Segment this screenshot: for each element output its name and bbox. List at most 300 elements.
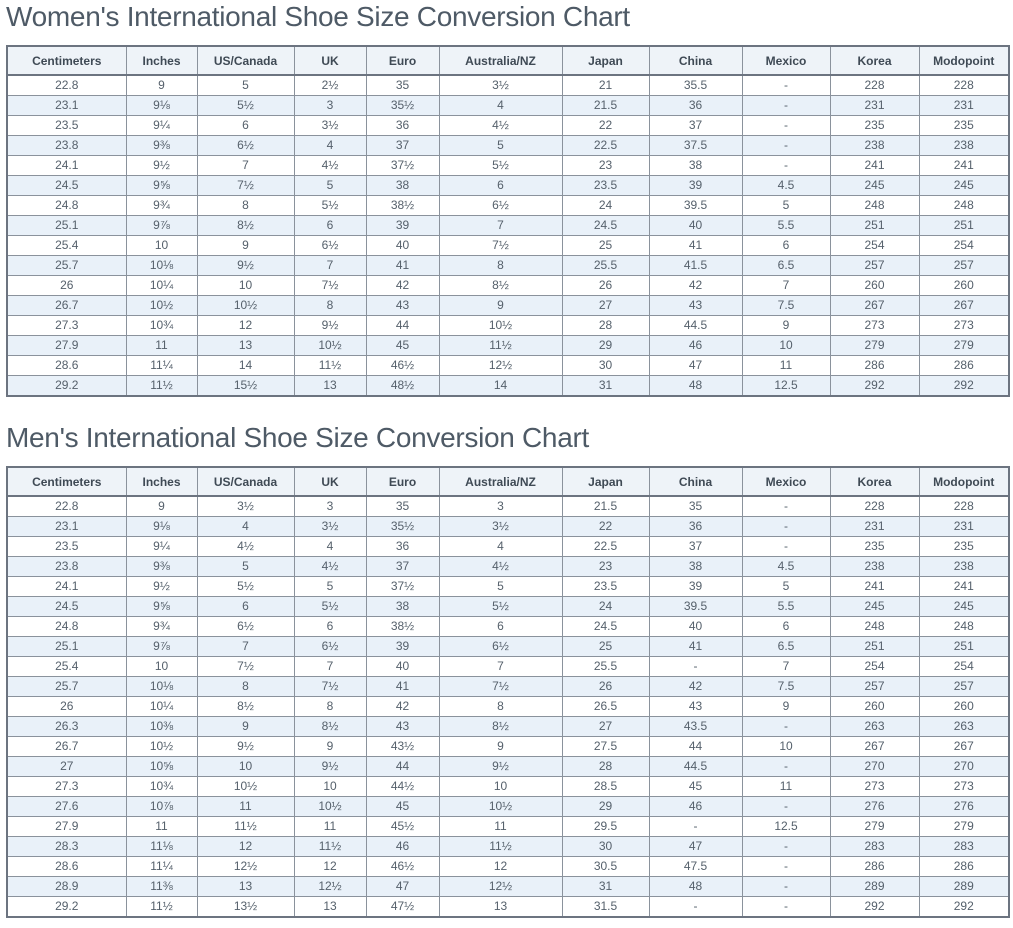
table-cell: 27.3	[7, 777, 126, 797]
table-cell: 11½	[126, 897, 197, 918]
table-row	[7, 75, 1009, 96]
table-cell: 48	[649, 877, 742, 897]
table-cell: 10½	[197, 296, 294, 316]
table-cell: 24	[562, 597, 649, 617]
table-cell: 11½	[294, 837, 366, 857]
table-cell: 235	[919, 537, 1009, 557]
table-cell: -	[742, 116, 830, 136]
table-cell: 5	[742, 577, 830, 597]
table-cell: 44	[366, 316, 439, 336]
table-cell: 45	[366, 797, 439, 817]
table-cell: 245	[919, 176, 1009, 196]
table-cell: 37	[649, 116, 742, 136]
table-cell: 4.5	[742, 176, 830, 196]
table-cell: 6	[197, 116, 294, 136]
table-cell: 28.9	[7, 877, 126, 897]
column-header: Inches	[126, 46, 197, 75]
table-cell: 251	[830, 216, 919, 236]
table-cell: 11	[294, 817, 366, 837]
table-cell: 257	[830, 677, 919, 697]
table-cell: 6	[294, 617, 366, 637]
table-cell: 24.8	[7, 617, 126, 637]
table-cell: 26.7	[7, 296, 126, 316]
table-cell: 12½	[439, 877, 562, 897]
table-row	[7, 837, 1009, 857]
table-cell: 48	[649, 376, 742, 397]
table-cell: 22	[562, 116, 649, 136]
table-cell: 3	[439, 496, 562, 517]
table-cell: 26.5	[562, 697, 649, 717]
table-cell: 42	[649, 677, 742, 697]
table-cell: 286	[830, 857, 919, 877]
table-cell: 5½	[439, 597, 562, 617]
table-cell: 24.1	[7, 156, 126, 176]
table-cell: 7½	[197, 176, 294, 196]
table-cell: 11½	[294, 356, 366, 376]
table-cell: 241	[919, 577, 1009, 597]
table-cell: 30.5	[562, 857, 649, 877]
table-cell: 279	[919, 817, 1009, 837]
table-row	[7, 296, 1009, 316]
table-cell: 45	[366, 336, 439, 356]
table-cell: 241	[830, 156, 919, 176]
table-cell: 10	[126, 657, 197, 677]
table-cell: 10	[126, 236, 197, 256]
table-cell: 15½	[197, 376, 294, 397]
table-cell: 276	[830, 797, 919, 817]
table-cell: 44½	[366, 777, 439, 797]
table-cell: 10	[742, 737, 830, 757]
table-cell: 273	[919, 316, 1009, 336]
table-cell: 6.5	[742, 256, 830, 276]
table-cell: 10	[294, 777, 366, 797]
table-cell: -	[742, 877, 830, 897]
table-cell: 11½	[197, 817, 294, 837]
table-cell: 7½	[197, 657, 294, 677]
table-cell: 7	[197, 156, 294, 176]
table-cell: 35	[649, 496, 742, 517]
table-cell: 14	[197, 356, 294, 376]
table-cell: 46½	[366, 356, 439, 376]
table-row	[7, 777, 1009, 797]
table-cell: 13½	[197, 897, 294, 918]
table-cell: 273	[919, 777, 1009, 797]
table-cell: 47.5	[649, 857, 742, 877]
table-cell: 8	[294, 697, 366, 717]
table-cell: 6½	[294, 637, 366, 657]
table-cell: 30	[562, 837, 649, 857]
column-header: China	[649, 46, 742, 75]
table-cell: 25.5	[562, 256, 649, 276]
table-cell: 29.5	[562, 817, 649, 837]
table-cell: 43	[649, 296, 742, 316]
table-cell: 4	[439, 537, 562, 557]
table-cell: 7½	[439, 236, 562, 256]
table-cell: 24.5	[7, 597, 126, 617]
table-cell: 5	[294, 577, 366, 597]
column-header: Centimeters	[7, 467, 126, 496]
table-row	[7, 116, 1009, 136]
table-cell: 10½	[126, 737, 197, 757]
column-header: Modopoint	[919, 46, 1009, 75]
table-cell: 289	[919, 877, 1009, 897]
table-cell: 35½	[366, 517, 439, 537]
table-row	[7, 156, 1009, 176]
table-cell: 10½	[439, 797, 562, 817]
table-row	[7, 376, 1009, 397]
column-header: Mexico	[742, 467, 830, 496]
table-cell: 267	[830, 296, 919, 316]
table-cell: 44.5	[649, 757, 742, 777]
table-cell: 6½	[439, 196, 562, 216]
table-cell: 35.5	[649, 75, 742, 96]
table-cell: 228	[919, 496, 1009, 517]
table-cell: 10½	[294, 336, 366, 356]
table-cell: 238	[919, 136, 1009, 156]
table-cell: 5½	[294, 196, 366, 216]
table-cell: 41	[366, 677, 439, 697]
table-cell: 9⅞	[126, 216, 197, 236]
table-cell: 5½	[197, 577, 294, 597]
table-cell: 267	[919, 296, 1009, 316]
table-cell: 37½	[366, 156, 439, 176]
table-cell: 10	[197, 276, 294, 296]
table-cell: 11	[126, 336, 197, 356]
table-cell: 4½	[294, 156, 366, 176]
table-cell: 263	[830, 717, 919, 737]
table-cell: 22.5	[562, 537, 649, 557]
table-cell: 14	[439, 376, 562, 397]
table-cell: 28.5	[562, 777, 649, 797]
table-cell: 4	[294, 537, 366, 557]
table-row	[7, 196, 1009, 216]
table-cell: 248	[830, 196, 919, 216]
table-cell: 37	[649, 537, 742, 557]
table-cell: 10⅜	[126, 717, 197, 737]
table-cell: 231	[830, 517, 919, 537]
women-header-row	[7, 46, 1009, 75]
table-cell: 11⅛	[126, 837, 197, 857]
men-header-row	[7, 467, 1009, 496]
table-cell: 25.5	[562, 657, 649, 677]
table-row	[7, 617, 1009, 637]
table-cell: 9⅛	[126, 517, 197, 537]
table-cell: 6	[439, 617, 562, 637]
table-cell: 228	[830, 496, 919, 517]
table-cell: -	[742, 96, 830, 116]
women-size-table	[6, 45, 1010, 397]
table-cell: 35	[366, 496, 439, 517]
table-cell: 27.5	[562, 737, 649, 757]
table-cell: 37½	[366, 577, 439, 597]
table-cell: 42	[366, 697, 439, 717]
table-cell: 238	[830, 557, 919, 577]
table-cell: 9¼	[126, 116, 197, 136]
table-cell: 286	[919, 356, 1009, 376]
table-cell: 12½	[294, 877, 366, 897]
table-cell: 9	[439, 737, 562, 757]
table-cell: 41.5	[649, 256, 742, 276]
table-cell: 25.1	[7, 216, 126, 236]
table-cell: 235	[830, 116, 919, 136]
table-cell: 7.5	[742, 677, 830, 697]
table-cell: 8½	[439, 276, 562, 296]
table-cell: 36	[649, 96, 742, 116]
table-cell: 39	[366, 637, 439, 657]
table-cell: -	[649, 817, 742, 837]
table-cell: 44.5	[649, 316, 742, 336]
table-cell: 4½	[197, 537, 294, 557]
table-cell: 10½	[197, 777, 294, 797]
table-cell: 5	[197, 75, 294, 96]
table-cell: -	[742, 136, 830, 156]
table-cell: 10	[439, 777, 562, 797]
table-row	[7, 897, 1009, 918]
table-row	[7, 817, 1009, 837]
table-cell: 30	[562, 356, 649, 376]
table-cell: 254	[830, 236, 919, 256]
table-cell: 23.5	[562, 176, 649, 196]
table-cell: 286	[919, 857, 1009, 877]
table-cell: 10⅝	[126, 757, 197, 777]
table-row	[7, 276, 1009, 296]
table-cell: 26	[562, 677, 649, 697]
table-cell: 13	[439, 897, 562, 918]
column-header: UK	[294, 467, 366, 496]
table-cell: 23.1	[7, 517, 126, 537]
table-cell: 29.2	[7, 897, 126, 918]
table-cell: 7	[294, 657, 366, 677]
table-cell: 273	[830, 316, 919, 336]
table-cell: 38½	[366, 617, 439, 637]
table-cell: 260	[830, 697, 919, 717]
table-cell: 9⅝	[126, 597, 197, 617]
table-cell: 9	[439, 296, 562, 316]
table-cell: 27.3	[7, 316, 126, 336]
table-cell: 9½	[197, 737, 294, 757]
table-cell: 25.4	[7, 236, 126, 256]
table-cell: 23.8	[7, 136, 126, 156]
table-cell: -	[742, 537, 830, 557]
table-cell: 235	[919, 116, 1009, 136]
table-cell: 6½	[197, 136, 294, 156]
table-row	[7, 216, 1009, 236]
table-cell: 286	[830, 356, 919, 376]
table-cell: 21.5	[562, 496, 649, 517]
table-cell: 245	[919, 597, 1009, 617]
table-cell: 8½	[197, 216, 294, 236]
table-cell: 37.5	[649, 136, 742, 156]
table-row	[7, 256, 1009, 276]
table-cell: 254	[830, 657, 919, 677]
table-cell: 21	[562, 75, 649, 96]
women-chart-title: Women's International Shoe Size Conversion Chart	[6, 1, 630, 32]
table-cell: 23.8	[7, 557, 126, 577]
table-cell: 6	[742, 236, 830, 256]
column-header: Australia/NZ	[439, 46, 562, 75]
table-cell: 43	[366, 717, 439, 737]
table-cell: 6½	[439, 637, 562, 657]
table-cell: 241	[830, 577, 919, 597]
table-cell: 228	[830, 75, 919, 96]
table-cell: 7	[439, 216, 562, 236]
table-cell: 9	[126, 75, 197, 96]
table-cell: 31	[562, 877, 649, 897]
table-row	[7, 677, 1009, 697]
table-row	[7, 336, 1009, 356]
table-cell: 25.7	[7, 677, 126, 697]
table-cell: 45	[649, 777, 742, 797]
table-cell: 9½	[126, 577, 197, 597]
table-cell: 12.5	[742, 376, 830, 397]
table-cell: 235	[830, 537, 919, 557]
table-cell: 37	[366, 557, 439, 577]
table-cell: 27	[562, 296, 649, 316]
table-row	[7, 356, 1009, 376]
table-cell: 43½	[366, 737, 439, 757]
table-cell: 9½	[294, 757, 366, 777]
column-header: US/Canada	[197, 467, 294, 496]
table-cell: 238	[919, 557, 1009, 577]
table-cell: 9	[197, 236, 294, 256]
table-cell: 29.2	[7, 376, 126, 397]
table-cell: 26.7	[7, 737, 126, 757]
table-cell: 23	[562, 156, 649, 176]
table-cell: 46	[649, 797, 742, 817]
table-cell: 12	[197, 316, 294, 336]
table-cell: 238	[830, 136, 919, 156]
column-header: Mexico	[742, 46, 830, 75]
table-cell: 251	[919, 637, 1009, 657]
table-cell: 22.8	[7, 496, 126, 517]
table-cell: 28	[562, 316, 649, 336]
table-cell: 9⅝	[126, 176, 197, 196]
table-cell: 248	[919, 617, 1009, 637]
table-cell: 26	[7, 697, 126, 717]
column-header: UK	[294, 46, 366, 75]
table-cell: 270	[830, 757, 919, 777]
table-cell: 44	[366, 757, 439, 777]
men-table-body	[7, 496, 1009, 917]
table-cell: 6	[439, 176, 562, 196]
table-cell: 11⅜	[126, 877, 197, 897]
table-cell: 39	[649, 176, 742, 196]
table-cell: 46	[649, 336, 742, 356]
table-cell: 4	[439, 96, 562, 116]
table-cell: -	[742, 897, 830, 918]
table-cell: 24	[562, 196, 649, 216]
table-cell: 13	[197, 336, 294, 356]
table-cell: 39.5	[649, 597, 742, 617]
table-cell: 40	[366, 657, 439, 677]
table-cell: 28.3	[7, 837, 126, 857]
table-cell: 36	[366, 116, 439, 136]
table-cell: 11¼	[126, 356, 197, 376]
table-cell: 12	[439, 857, 562, 877]
table-cell: -	[649, 897, 742, 918]
table-cell: -	[742, 75, 830, 96]
table-cell: 27.9	[7, 817, 126, 837]
table-cell: 292	[830, 897, 919, 918]
table-cell: 283	[830, 837, 919, 857]
table-cell: 279	[830, 336, 919, 356]
table-cell: 12	[197, 837, 294, 857]
table-cell: 12½	[439, 356, 562, 376]
table-cell: 25.4	[7, 657, 126, 677]
table-cell: 231	[830, 96, 919, 116]
table-cell: 40	[649, 216, 742, 236]
table-cell: 11	[439, 817, 562, 837]
table-cell: 257	[919, 677, 1009, 697]
table-cell: 3½	[294, 517, 366, 537]
table-cell: 7.5	[742, 296, 830, 316]
table-cell: 21.5	[562, 96, 649, 116]
table-cell: 27	[7, 757, 126, 777]
table-cell: 11	[742, 356, 830, 376]
column-header: Inches	[126, 467, 197, 496]
table-cell: 9½	[439, 757, 562, 777]
table-cell: 47½	[366, 897, 439, 918]
table-cell: 289	[830, 877, 919, 897]
table-row	[7, 797, 1009, 817]
table-cell: 43.5	[649, 717, 742, 737]
table-cell: 11	[197, 797, 294, 817]
table-cell: 35	[366, 75, 439, 96]
table-row	[7, 637, 1009, 657]
table-cell: 8½	[294, 717, 366, 737]
table-row	[7, 597, 1009, 617]
table-cell: 24.5	[562, 617, 649, 637]
table-cell: 8½	[197, 697, 294, 717]
table-cell: 37	[366, 136, 439, 156]
table-cell: 12	[294, 857, 366, 877]
table-cell: 22	[562, 517, 649, 537]
table-cell: 7½	[294, 677, 366, 697]
table-cell: 11¼	[126, 857, 197, 877]
table-cell: 25	[562, 236, 649, 256]
table-cell: 6½	[197, 617, 294, 637]
table-cell: 11½	[439, 336, 562, 356]
table-cell: 3½	[294, 116, 366, 136]
table-cell: 3½	[439, 75, 562, 96]
table-cell: 39	[649, 577, 742, 597]
table-cell: 13	[294, 897, 366, 918]
men-size-table	[6, 466, 1010, 918]
table-cell: 5	[197, 557, 294, 577]
table-row	[7, 717, 1009, 737]
table-cell: 25.1	[7, 637, 126, 657]
table-cell: 9⅛	[126, 96, 197, 116]
table-cell: 8	[197, 196, 294, 216]
table-cell: -	[649, 657, 742, 677]
table-cell: 257	[830, 256, 919, 276]
table-cell: 23.5	[562, 577, 649, 597]
table-cell: 6.5	[742, 637, 830, 657]
table-cell: 10½	[439, 316, 562, 336]
table-cell: -	[742, 496, 830, 517]
column-header: Korea	[830, 46, 919, 75]
table-cell: 5½	[294, 597, 366, 617]
table-cell: 263	[919, 717, 1009, 737]
column-header: US/Canada	[197, 46, 294, 75]
table-cell: 276	[919, 797, 1009, 817]
table-cell: 251	[830, 637, 919, 657]
men-chart-title: Men's International Shoe Size Conversion Chart	[6, 422, 589, 453]
table-row	[7, 496, 1009, 517]
table-cell: 26	[7, 276, 126, 296]
table-cell: 24.5	[562, 216, 649, 236]
table-cell: 41	[649, 637, 742, 657]
